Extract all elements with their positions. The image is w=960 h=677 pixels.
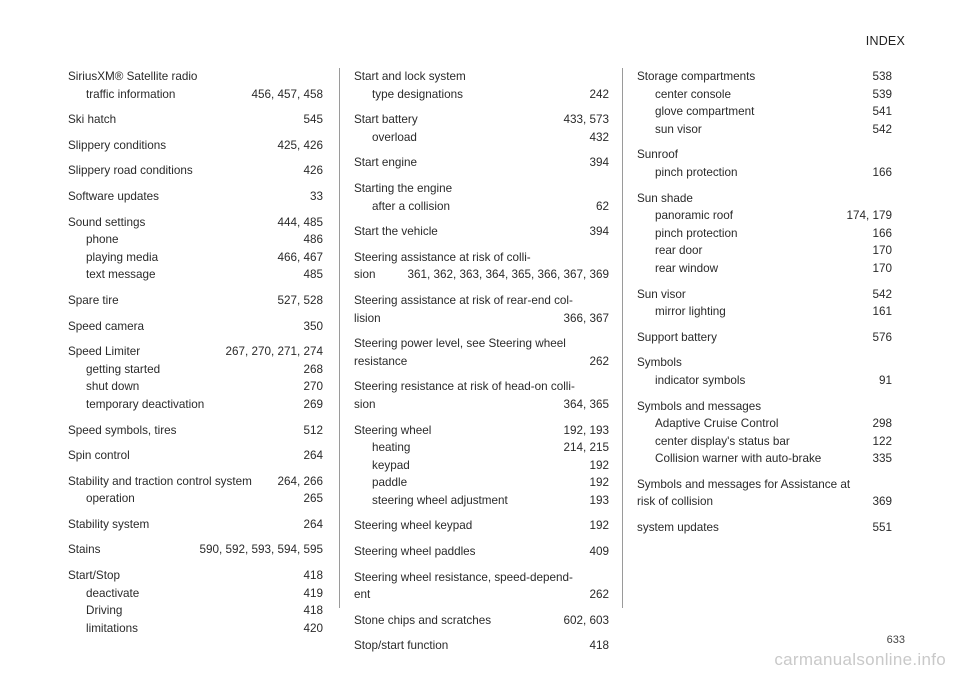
sub-entry-title: after a collision — [372, 199, 450, 213]
entry-page-refs: 425, 426 — [277, 138, 323, 152]
index-entry — [354, 543, 609, 561]
entry-row — [68, 541, 323, 559]
index-entry — [637, 519, 892, 537]
index-entry — [68, 137, 323, 155]
sub-entry-page-refs: 161 — [872, 305, 892, 319]
sub-entry-row — [68, 86, 323, 104]
page-number: 633 — [886, 634, 905, 646]
entry-title: Support battery — [637, 330, 717, 344]
entry-title-continued: ent — [354, 588, 371, 602]
entry-page-refs: 364, 365 — [563, 397, 609, 411]
sub-entry-page-refs: 122 — [872, 434, 892, 448]
index-entry — [68, 541, 323, 559]
entry-page-refs: 444, 485 — [277, 215, 323, 229]
index-entry — [354, 223, 609, 241]
entry-row — [68, 68, 323, 86]
sub-entry-page-refs: 270 — [303, 380, 323, 394]
index-entry — [68, 318, 323, 336]
sub-entry-title: getting started — [86, 362, 161, 376]
sub-entry-row — [637, 164, 892, 182]
entry-row — [637, 146, 892, 164]
sub-entry-row — [637, 103, 892, 121]
entry-title: Steering resistance at risk of head-on colli- — [354, 380, 575, 394]
sub-entry-page-refs: 542 — [872, 122, 892, 136]
sub-entry-title: Adaptive Cruise Control — [655, 417, 779, 431]
index-entry — [68, 214, 323, 284]
entry-row — [68, 188, 323, 206]
sub-entry-page-refs: 62 — [595, 199, 609, 213]
sub-entry-title: type designations — [372, 87, 463, 101]
sub-entry-title: rear door — [655, 244, 703, 258]
sub-entry-row — [354, 86, 609, 104]
entry-title-continued: sion — [354, 268, 376, 282]
sub-entry-row — [637, 242, 892, 260]
index-entry — [354, 111, 609, 146]
index-entry — [68, 473, 323, 508]
sub-entry-title: steering wheel adjustment — [372, 493, 508, 507]
entry-row — [354, 111, 609, 129]
entry-page-refs: 418 — [589, 639, 609, 653]
watermark: carmanualsonline.info — [774, 650, 946, 669]
entry-row — [68, 318, 323, 336]
index-entry — [354, 249, 609, 284]
sub-entry-page-refs: 420 — [303, 621, 323, 635]
sub-entry-page-refs: 192 — [589, 458, 609, 472]
entry-page-refs: 527, 528 — [277, 293, 323, 307]
index-entry — [68, 292, 323, 310]
sub-entry-page-refs: 193 — [589, 493, 609, 507]
entry-page-refs: 264 — [303, 517, 323, 531]
sub-entry-row — [354, 198, 609, 216]
entry-page-refs: 538 — [872, 70, 892, 83]
entry-title: Spare tire — [68, 293, 119, 307]
sub-entry-page-refs: 242 — [589, 87, 609, 101]
entry-page-refs: 33 — [309, 189, 323, 203]
sub-entry-page-refs: 265 — [303, 492, 323, 506]
entry-title: system updates — [637, 521, 719, 535]
entry-title-continued: sion — [354, 397, 376, 411]
entry-row — [354, 517, 609, 535]
entry-row — [637, 354, 892, 372]
entry-title: Spin control — [68, 449, 130, 463]
sub-entry-title: pinch protection — [655, 165, 738, 179]
sub-entry-row — [637, 86, 892, 104]
index-column-3 — [637, 68, 892, 545]
sub-entry-page-refs: 174, 179 — [846, 209, 892, 223]
sub-entry-row — [68, 249, 323, 267]
sub-entry-row — [637, 433, 892, 451]
entry-title: Ski hatch — [68, 113, 117, 127]
entry-page-refs: 512 — [303, 423, 323, 437]
entry-row — [68, 162, 323, 180]
entry-page-refs: 366, 367 — [563, 311, 609, 325]
sub-entry-page-refs: 432 — [589, 130, 609, 144]
page-header-title: INDEX — [865, 34, 905, 48]
sub-entry-row — [637, 207, 892, 225]
sub-entry-page-refs: 269 — [303, 397, 323, 411]
entry-title: Symbols and messages — [637, 399, 762, 413]
sub-entry-page-refs: 170 — [872, 261, 892, 275]
index-entry — [68, 162, 323, 180]
entry-title: Steering wheel paddles — [354, 545, 476, 559]
index-entry — [637, 398, 892, 468]
entry-row — [637, 493, 892, 511]
sub-entry-title: operation — [86, 492, 135, 506]
sub-entry-row — [637, 372, 892, 390]
index-entry — [354, 569, 609, 604]
entry-row — [354, 612, 609, 630]
entry-page-refs: 394 — [589, 156, 609, 170]
entry-title: Software updates — [68, 189, 159, 203]
entry-page-refs: 545 — [303, 113, 323, 127]
entry-page-refs: 418 — [303, 569, 323, 583]
entry-row — [354, 543, 609, 561]
sub-entry-row — [637, 303, 892, 321]
index-entry — [68, 111, 323, 129]
sub-entry-row — [68, 231, 323, 249]
entry-page-refs: 576 — [872, 330, 892, 344]
entry-title: Sun visor — [637, 287, 686, 301]
index-entry — [354, 68, 609, 103]
sub-entry-title: text message — [86, 268, 156, 282]
entry-title: Speed camera — [68, 319, 145, 333]
sub-entry-title: heating — [372, 441, 411, 455]
sub-entry-title: sun visor — [655, 122, 702, 136]
entry-row — [637, 286, 892, 304]
entry-title: Stability system — [68, 517, 150, 531]
sub-entry-page-refs: 298 — [872, 417, 892, 431]
entry-row — [68, 516, 323, 534]
sub-entry-row — [68, 378, 323, 396]
entry-title: Steering assistance at risk of rear-end col- — [354, 293, 573, 307]
entry-row — [637, 398, 892, 416]
entry-title: Start the vehicle — [354, 225, 438, 239]
sub-entry-row — [637, 450, 892, 468]
sub-entry-row — [68, 620, 323, 638]
index-entry — [354, 637, 609, 655]
entry-title-continued: lision — [354, 311, 381, 325]
sub-entry-page-refs: 214, 215 — [563, 441, 609, 455]
entry-title: SiriusXM® Satellite radio — [68, 70, 198, 83]
entry-row — [354, 396, 609, 414]
index-entry — [354, 612, 609, 630]
entry-title-continued: resistance — [354, 354, 408, 368]
index-column-1 — [68, 68, 323, 645]
sub-entry-row — [68, 490, 323, 508]
entry-row — [68, 567, 323, 585]
entry-row — [354, 422, 609, 440]
entry-title: Sound settings — [68, 215, 146, 229]
entry-page-refs: 551 — [872, 521, 892, 535]
entry-row — [68, 214, 323, 232]
sub-entry-row — [354, 474, 609, 492]
entry-page-refs: 602, 603 — [563, 613, 609, 627]
entry-title: Sun shade — [637, 191, 693, 205]
sub-entry-row — [637, 225, 892, 243]
sub-entry-page-refs: 418 — [303, 604, 323, 618]
index-entry — [637, 146, 892, 181]
sub-entry-page-refs: 91 — [878, 373, 892, 387]
sub-entry-row — [68, 396, 323, 414]
sub-entry-title: rear window — [655, 261, 719, 275]
entry-title: Stop/start function — [354, 639, 449, 653]
sub-entry-title: paddle — [372, 476, 408, 490]
sub-entry-row — [354, 457, 609, 475]
entry-row — [68, 473, 323, 491]
entry-row — [354, 353, 609, 371]
entry-page-refs: 361, 362, 363, 364, 365, 366, 367, 369 — [407, 268, 609, 282]
index-entry — [68, 343, 323, 413]
entry-page-refs: 542 — [872, 287, 892, 301]
entry-row — [68, 292, 323, 310]
sub-entry-title: pinch protection — [655, 226, 738, 240]
index-entry — [354, 517, 609, 535]
entry-row — [354, 310, 609, 328]
index-entry — [68, 447, 323, 465]
index-entry — [68, 68, 323, 103]
index-entry — [354, 292, 609, 327]
entry-page-refs: 262 — [589, 354, 609, 368]
entry-row — [354, 154, 609, 172]
sub-entry-page-refs: 485 — [303, 268, 323, 282]
entry-row — [637, 68, 892, 86]
sub-entry-row — [354, 129, 609, 147]
entry-row — [68, 447, 323, 465]
entry-title: Start/Stop — [68, 569, 120, 583]
entry-title-continued: risk of collision — [637, 495, 713, 509]
index-entry — [637, 68, 892, 138]
index-entry — [68, 516, 323, 534]
column-divider — [339, 68, 340, 608]
sub-entry-row — [354, 439, 609, 457]
entry-row — [354, 266, 609, 284]
entry-row — [68, 137, 323, 155]
entry-page-refs: 267, 270, 271, 274 — [225, 345, 323, 359]
sub-entry-title: center display's status bar — [655, 434, 790, 448]
sub-entry-page-refs: 335 — [872, 452, 892, 466]
index-entry — [68, 567, 323, 637]
sub-entry-title: glove compartment — [655, 105, 755, 119]
sub-entry-row — [68, 602, 323, 620]
entry-title: Steering wheel keypad — [354, 519, 473, 533]
entry-page-refs: 426 — [303, 164, 323, 178]
entry-title: Steering assistance at risk of colli- — [354, 250, 531, 264]
index-entry — [354, 154, 609, 172]
entry-row — [637, 190, 892, 208]
sub-entry-title: mirror lighting — [655, 305, 726, 319]
index-entry — [354, 378, 609, 413]
entry-page-refs: 264 — [303, 449, 323, 463]
entry-title: Start battery — [354, 113, 418, 127]
entry-page-refs: 590, 592, 593, 594, 595 — [199, 543, 323, 557]
entry-title: Steering wheel — [354, 423, 432, 437]
sub-entry-title: keypad — [372, 458, 410, 472]
sub-entry-title: overload — [372, 130, 417, 144]
sub-entry-title: playing media — [86, 250, 159, 264]
entry-title: Speed symbols, tires — [68, 423, 177, 437]
sub-entry-title: indicator symbols — [655, 373, 746, 387]
entry-title: Steering power level, see Steering wheel — [354, 337, 566, 351]
index-entry — [354, 422, 609, 510]
sub-entry-page-refs: 486 — [303, 233, 323, 247]
sub-entry-title: deactivate — [86, 586, 140, 600]
index-entry — [68, 188, 323, 206]
index-entry — [68, 422, 323, 440]
entry-page-refs: 433, 573 — [563, 113, 609, 127]
entry-title: Stains — [68, 543, 101, 557]
index-entry — [637, 329, 892, 347]
entry-row — [354, 180, 609, 198]
entry-title: Slippery road conditions — [68, 164, 193, 178]
entry-page-refs: 394 — [589, 225, 609, 239]
sub-entry-title: limitations — [86, 621, 138, 635]
sub-entry-title: Driving — [86, 604, 123, 618]
column-divider — [622, 68, 623, 608]
entry-row — [637, 519, 892, 537]
entry-title: Symbols and messages for Assistance at — [637, 477, 851, 491]
sub-entry-page-refs: 539 — [872, 87, 892, 101]
entry-title: Steering wheel resistance, speed-depend- — [354, 570, 573, 584]
entry-row — [354, 637, 609, 655]
sub-entry-title: traffic information — [86, 87, 176, 101]
sub-entry-row — [637, 121, 892, 139]
entry-page-refs: 369 — [872, 495, 892, 509]
entry-row — [637, 329, 892, 347]
sub-entry-title: panoramic roof — [655, 209, 733, 223]
entry-row — [354, 68, 609, 86]
sub-entry-page-refs: 456, 457, 458 — [251, 87, 323, 101]
sub-entry-title: Collision warner with auto-brake — [655, 452, 822, 466]
sub-entry-page-refs: 466, 467 — [277, 250, 323, 264]
sub-entry-page-refs: 170 — [872, 244, 892, 258]
entry-title: Speed Limiter — [68, 345, 141, 359]
entry-row — [354, 586, 609, 604]
entry-page-refs: 192 — [589, 519, 609, 533]
sub-entry-page-refs: 268 — [303, 362, 323, 376]
entry-row — [68, 343, 323, 361]
sub-entry-row — [68, 266, 323, 284]
sub-entry-page-refs: 419 — [303, 586, 323, 600]
index-entry — [637, 190, 892, 278]
index-entry — [637, 354, 892, 389]
entry-row — [354, 223, 609, 241]
sub-entry-row — [68, 585, 323, 603]
index-column-2 — [354, 68, 609, 663]
sub-entry-row — [68, 361, 323, 379]
entry-title: Symbols — [637, 356, 682, 370]
sub-entry-title: phone — [86, 233, 119, 247]
index-entry — [354, 335, 609, 370]
sub-entry-row — [354, 492, 609, 510]
sub-entry-title: center console — [655, 87, 732, 101]
entry-title: Storage compartments — [637, 70, 756, 83]
sub-entry-page-refs: 541 — [872, 105, 892, 119]
sub-entry-row — [637, 415, 892, 433]
entry-page-refs: 262 — [589, 588, 609, 602]
entry-title: Stability and traction control system — [68, 474, 252, 488]
index-entry — [637, 476, 892, 511]
entry-page-refs: 409 — [589, 545, 609, 559]
index-entry — [637, 286, 892, 321]
entry-title: Starting the engine — [354, 181, 453, 195]
entry-title: Start engine — [354, 156, 418, 170]
entry-row — [68, 111, 323, 129]
entry-row — [68, 422, 323, 440]
entry-title: Stone chips and scratches — [354, 613, 492, 627]
entry-title: Slippery conditions — [68, 138, 167, 152]
sub-entry-row — [637, 260, 892, 278]
sub-entry-page-refs: 166 — [872, 226, 892, 240]
entry-page-refs: 264, 266 — [277, 474, 323, 488]
index-entry — [354, 180, 609, 215]
entry-page-refs: 192, 193 — [563, 423, 609, 437]
entry-page-refs: 350 — [303, 319, 323, 333]
sub-entry-title: shut down — [86, 380, 140, 394]
entry-title: Sunroof — [637, 148, 678, 162]
entry-title: Start and lock system — [354, 70, 466, 83]
sub-entry-title: temporary deactivation — [86, 397, 205, 411]
sub-entry-page-refs: 192 — [589, 476, 609, 490]
sub-entry-page-refs: 166 — [872, 165, 892, 179]
